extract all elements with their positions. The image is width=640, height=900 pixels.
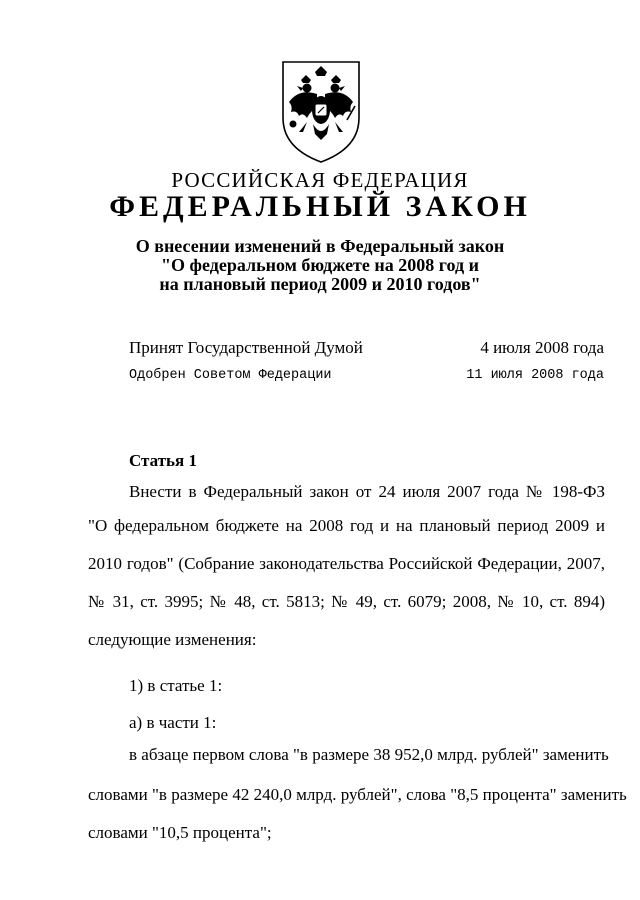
list-item-1: 1) в статье 1: bbox=[129, 676, 223, 695]
subject-line: "О федеральном бюджете на 2008 год и bbox=[161, 255, 479, 275]
paragraph-line: словами "в размере 42 240,0 млрд. рублей", слова "8,5 процента" заменить bbox=[88, 785, 627, 804]
council-approval-date: 11 июля 2008 года bbox=[466, 368, 604, 383]
double-headed-eagle-icon bbox=[277, 58, 365, 166]
paragraph-line: словами "10,5 процента"; bbox=[88, 823, 272, 842]
paragraph-line: № 31, ст. 3995; № 48, ст. 5813; № 49, ст. 6079; 2008, № 10, ст. 894) bbox=[88, 592, 605, 611]
subject-line: на плановый период 2009 и 2010 годов" bbox=[159, 274, 481, 294]
coat-of-arms-emblem bbox=[277, 58, 365, 166]
council-approval-label: Одобрен Советом Федерации bbox=[129, 368, 332, 383]
council-approval-row bbox=[129, 368, 604, 383]
duma-adoption-label: Принят Государственной Думой bbox=[129, 338, 363, 357]
duma-adoption-date: 4 июля 2008 года bbox=[480, 338, 604, 357]
list-item-1a: а) в части 1: bbox=[129, 713, 217, 732]
country-name: РОССИЙСКАЯ ФЕДЕРАЦИЯ bbox=[171, 168, 469, 192]
paragraph-line: Внести в Федеральный закон от 24 июля 2007 года № 198-ФЗ bbox=[129, 482, 605, 501]
subject-line: О внесении изменений в Федеральный закон bbox=[135, 236, 505, 256]
paragraph-line: следующие изменения: bbox=[88, 630, 257, 649]
duma-adoption-row bbox=[129, 338, 604, 358]
paragraph-line: в абзаце первом слова "в размере 38 952,0 млрд. рублей" заменить bbox=[129, 745, 609, 764]
law-type-title: ФЕДЕРАЛЬНЫЙ ЗАКОН bbox=[109, 190, 531, 223]
law-subject bbox=[0, 237, 640, 294]
article-heading: Статья 1 bbox=[129, 451, 197, 470]
paragraph-line: "О федеральном бюджете на 2008 год и на плановый период 2009 и bbox=[88, 516, 605, 535]
paragraph-line: 2010 годов" (Собрание законодательства Российской Федерации, 2007, bbox=[88, 554, 605, 573]
